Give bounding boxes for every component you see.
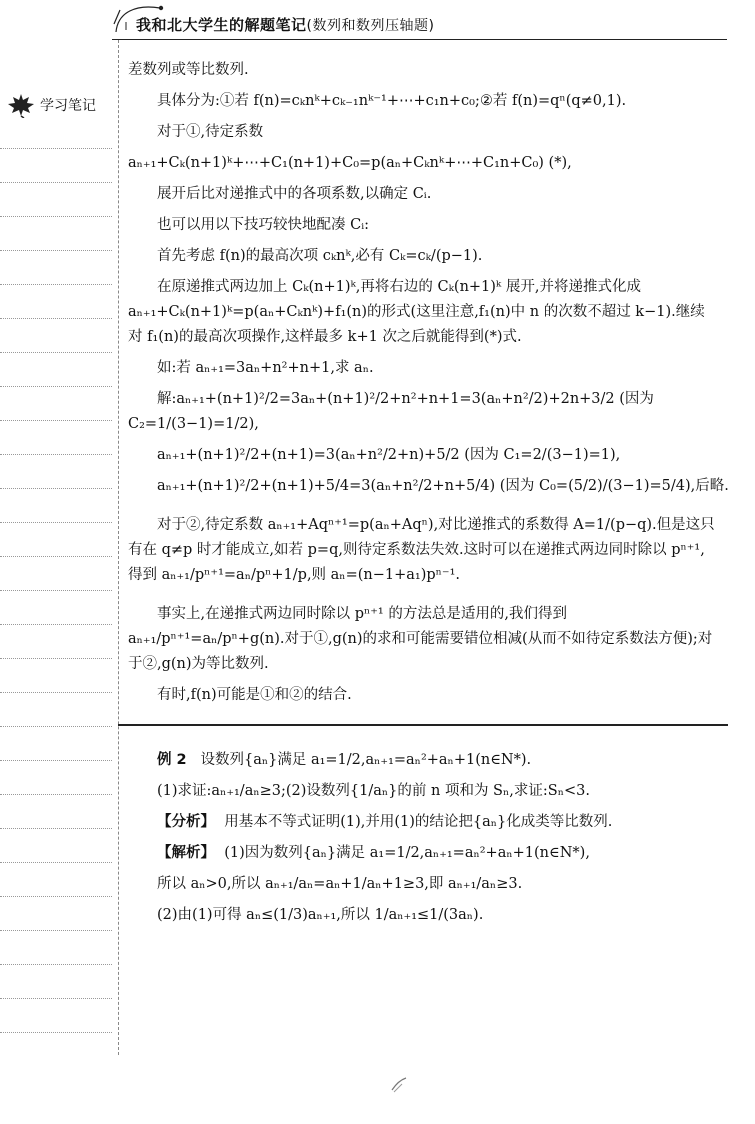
note-line xyxy=(0,352,112,353)
maple-leaf-icon xyxy=(6,92,36,118)
analysis-block xyxy=(128,810,718,835)
note-line xyxy=(0,1032,112,1033)
solution-line: 解:aₙ₊₁+(n+1)²/2=3aₙ+(n+1)²/2+n²+n+1=3(aₙ+n²/2)+2n+3/2 (因为 C₂=1/(3−1)=1/2), xyxy=(128,391,654,432)
solution-block xyxy=(128,841,718,866)
main-content xyxy=(128,58,729,934)
formula-line: aₙ₊₁+(n+1)²/2+(n+1)+5/4=3(aₙ+n²/2+n+5/4) (因为 C₀=(5/2)/(3−1)=5/4),后略. xyxy=(157,478,729,494)
note-line xyxy=(0,318,112,319)
note-line xyxy=(0,250,112,251)
note-line xyxy=(0,760,112,761)
section-divider xyxy=(118,724,728,726)
solution-text: (1)因为数列{aₙ}满足 a₁=1/2,aₙ₊₁=aₙ²+aₙ+1(n∈N*), xyxy=(224,845,590,861)
body-paragraph: 事实上,在递推式两边同时除以 pⁿ⁺¹ 的方法总是适用的,我们得到 aₙ₊₁/pⁿ⁺¹=aₙ/pⁿ+g(n).对于①,g(n)的求和可能需要错位相减(从而不如待定系数法方便);对于②,g(n)为等比数列. xyxy=(128,606,713,672)
note-line xyxy=(0,488,112,489)
body-line: 展开后比对递推式中的各项系数,以确定 Cᵢ. xyxy=(157,186,432,202)
note-line xyxy=(0,930,112,931)
note-line xyxy=(0,658,112,659)
sidebar-label: 学习笔记 xyxy=(40,98,96,114)
example-statement: 设数列{aₙ}满足 a₁=1/2,aₙ₊₁=aₙ²+aₙ+1(n∈N*). xyxy=(200,752,532,768)
note-line xyxy=(0,624,112,625)
example-problem xyxy=(128,748,718,773)
body-paragraph: 对于②,待定系数 aₙ₊₁+Aqⁿ⁺¹=p(aₙ+Aqⁿ),对比递推式的系数得 A=1/(p−q).但是这只有在 q≠p 时才能成立,如若 p=q,则待定系数法失效.这时可以在递推式两边同时除以 pⁿ⁺¹,得到 aₙ₊₁/pⁿ⁺¹=aₙ/pⁿ+1/p,则 aₙ=(n−1+a₁)pⁿ⁻¹. xyxy=(128,517,715,583)
formula-line: aₙ₊₁+(n+1)²/2+(n+1)=3(aₙ+n²/2+n)+5/2 (因为 C₁=2/(3−1)=1), xyxy=(157,447,621,463)
note-line xyxy=(0,590,112,591)
example-title: 例 2 xyxy=(157,752,187,768)
body-line: 差数列或等比数列. xyxy=(128,62,249,78)
note-line xyxy=(0,454,112,455)
solution-line: (2)由(1)可得 aₙ≤(1/3)aₙ₊₁,所以 1/aₙ₊₁≤1/(3aₙ). xyxy=(157,907,484,923)
note-line xyxy=(0,284,112,285)
note-line xyxy=(0,964,112,965)
note-line xyxy=(0,828,112,829)
note-line xyxy=(0,896,112,897)
body-line: 如:若 aₙ₊₁=3aₙ+n²+n+1,求 aₙ. xyxy=(157,360,374,376)
note-line xyxy=(0,522,112,523)
formula-line: aₙ₊₁+Cₖ(n+1)ᵏ+⋯+C₁(n+1)+C₀=p(aₙ+Cₖnᵏ+⋯+C₁n+C₀) (*), xyxy=(128,155,572,171)
header-rule xyxy=(112,39,727,40)
page-corner-mark-icon xyxy=(388,1074,410,1094)
body-line: 也可以用以下技巧较快地配凑 Cᵢ: xyxy=(157,217,370,233)
body-line: 对于①,待定系数 xyxy=(157,124,264,140)
header-subtitle: (数列和数列压轴题) xyxy=(306,18,435,34)
note-line xyxy=(0,862,112,863)
body-paragraph: 在原递推式两边加上 Cₖ(n+1)ᵏ,再将右边的 Cₖ(n+1)ᵏ 展开,并将递推式化成 aₙ₊₁+Cₖ(n+1)ᵏ=p(aₙ+Cₖnᵏ)+f₁(n)的形式(这里注意,f₁(n)中 n 的次数不超过 k−1).继续对 f₁(n)的最高次项操作,这样最多 k+1 次之后就能得到(*)式. xyxy=(128,279,705,345)
note-line xyxy=(0,998,112,999)
body-line: 有时,f(n)可能是①和②的结合. xyxy=(157,687,352,703)
note-line xyxy=(0,386,112,387)
margin-divider xyxy=(118,40,119,1055)
analysis-tag: 【分析】 xyxy=(157,814,215,830)
note-line xyxy=(0,556,112,557)
solution-line: 所以 aₙ>0,所以 aₙ₊₁/aₙ=aₙ+1/aₙ+1≥3,即 aₙ₊₁/aₙ≥3. xyxy=(157,876,523,892)
body-line: 具体分为:①若 f(n)=cₖnᵏ+cₖ₋₁nᵏ⁻¹+⋯+c₁n+c₀;②若 f(n)=qⁿ(q≠0,1). xyxy=(157,93,627,109)
note-line xyxy=(0,726,112,727)
note-line xyxy=(0,148,112,149)
study-notes-label xyxy=(6,92,96,118)
body-line: 首先考虑 f(n)的最高次项 cₖnᵏ,必有 Cₖ=cₖ/(p−1). xyxy=(157,248,483,264)
note-line xyxy=(0,182,112,183)
page-header xyxy=(136,14,434,35)
note-line xyxy=(0,692,112,693)
example-questions: (1)求证:aₙ₊₁/aₙ≥3;(2)设数列{1/aₙ}的前 n 项和为 Sₙ,求证:Sₙ<3. xyxy=(157,783,590,799)
note-line xyxy=(0,420,112,421)
analysis-text: 用基本不等式证明(1),并用(1)的结论把{aₙ}化成类等比数列. xyxy=(224,814,613,830)
note-line xyxy=(0,794,112,795)
note-line xyxy=(0,216,112,217)
header-title: 我和北大学生的解题笔记 xyxy=(136,16,307,34)
solution-tag: 【解析】 xyxy=(157,845,215,861)
